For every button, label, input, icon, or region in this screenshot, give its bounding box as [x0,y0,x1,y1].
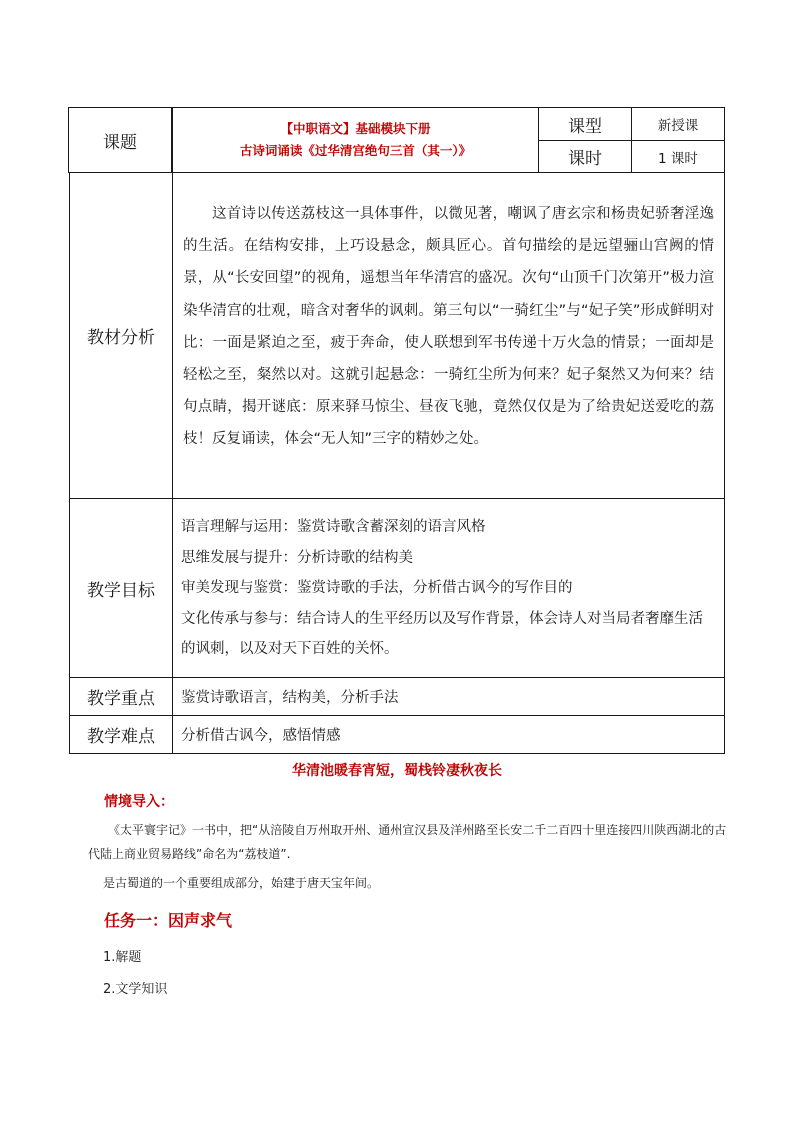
goals-list [172,498,725,678]
intro-paragraph: 《太平寰宇记》一书中，把“从涪陵自万州取开州、通州宣汉县及洋州路至长安二千二百四十里连接四川陕西湖北的古代陆上商业贸易路线”命名为“荔枝道”. [88,823,727,861]
task-one-heading: 任务一：因声求气 [104,911,233,930]
lesson-title-line-2: 古诗词诵读《过华清宫绝句三首（其一）》 [239,143,472,158]
goal-item: 思维发展与提升：分析诗歌的结构美 [181,549,413,566]
intro-heading: 情境导入： [104,794,174,810]
goal-item: 审美发现与鉴赏：鉴赏诗歌的手法，分析借古讽今的写作目的 [181,580,573,596]
topic-label: 课题 [68,107,172,173]
duration-value: 1 课时 [631,140,725,173]
key-points-text: 鉴赏诗歌语言，结构美，分析手法 [172,677,725,716]
lesson-title-line-1: 【中职语文】基础模块下册 [280,121,431,136]
goal-item: 文化传承与参与：结合诗人的生平经历以及写作背景，体会诗人对当局者奢靡生活的讽刺，以及对天下百姓的关怀。 [181,610,703,657]
analysis-text: 这首诗以传送荔枝这一具体事件，以微见著，嘲讽了唐玄宗和杨贵妃骄奢淫逸的生活。在结构安排，上巧设悬念，颇具匠心。首句描绘的是远望骊山宫阙的情景，从“长安回望”的视角，遥想当年华清宫的盛况。次句“山顶千门次第开”极力渲染华清宫的壮观，暗含对奢华的讽刺。第三句以“一骑红尘”与“妃子笑”形成鲜明对比：一面是紧迫之至，疲于奔命，使人联想到军书传递十万火急的情景；一面却是轻松之至，粲然以对。这就引起悬念：一骑红尘所为何来？妃子粲然又为何来？结句点睛，揭开谜底：原来驿马惊尘、昼夜飞驰，竟然仅仅是为了给贵妃送爱吃的荔枝！反复诵读，体会“无人知”三字的精妙之处。 [172,172,725,499]
duration-label: 课时 [538,140,632,173]
difficulty-label: 教学难点 [69,715,173,754]
lesson-type-label: 课型 [538,107,632,141]
task-item: 2.文学知识 [103,982,168,997]
lesson-title [172,107,539,173]
difficulty-text: 分析借古讽今，感悟情感 [172,715,725,754]
lesson-plan-table [69,107,725,754]
intro-paragraph: 是古蜀道的一个重要组成部分，始建于唐天宝年间。 [103,876,380,890]
poem-subtitle: 华清池暖春宵短，蜀栈铃凄秋夜长 [292,763,502,779]
analysis-label: 教材分析 [69,172,173,499]
key-points-label: 教学重点 [69,677,173,716]
goals-label: 教学目标 [69,498,173,678]
task-item: 1.解题 [103,950,142,965]
goal-item: 语言理解与运用：鉴赏诗歌含蓄深刻的语言风格 [181,519,486,535]
lesson-type-value: 新授课 [631,107,725,141]
